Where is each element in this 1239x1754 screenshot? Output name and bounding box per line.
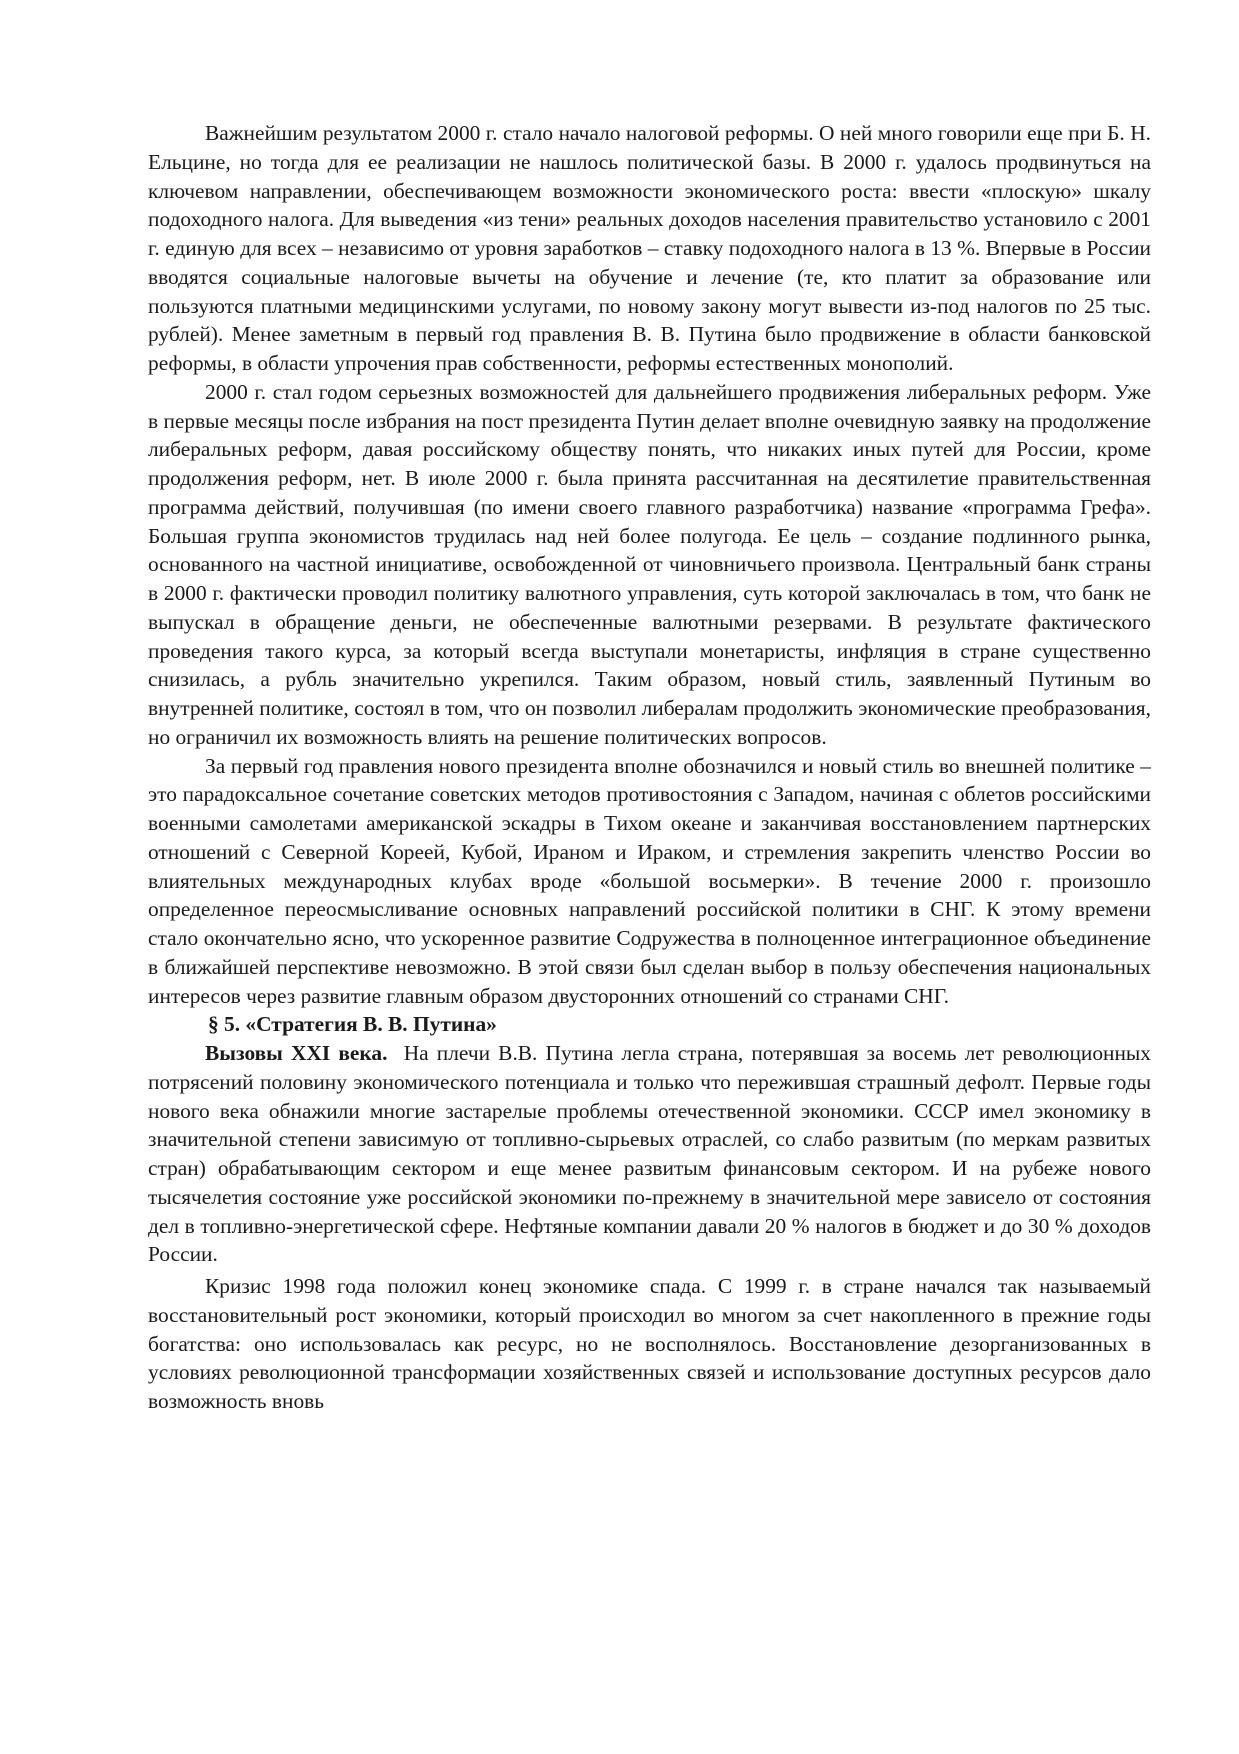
document-page [148, 119, 1151, 1416]
paragraph-challenges [148, 1039, 1151, 1269]
paragraph-challenges-text: На плечи В.В. Путина легла страна, потерявшая за восемь лет революционных потрясений половину экономического потенциала и только что пережившая страшный дефолт. Первые годы нового века обнажили многие застарелые проблемы отечественной экономики. СССР имел экономику в значительной степени зависимую от топливно-сырьевых отраслей, со слабо развитым (по меркам развитых стран) обрабатывающим сектором и еще менее развитым финансовым сектором. И на рубеже нового тысячелетия состояние уже российской экономики по-прежнему в значительной мере зависело от состояния дел в топливно-энергетической сфере. Нефтяные компании давали 20 % налогов в бюджет и до 30 % доходов России. [148, 1041, 1151, 1267]
paragraph-lead-title: Вызовы XXI века. [205, 1041, 388, 1065]
paragraph-crisis-1998: Кризис 1998 года положил конец экономике спада. С 1999 г. в стране начался так называемый восстановительный рост экономики, который происходил во многом за счет накопленного в прежние годы богатства: оно использовалась как ресурс, но не восполнялось. Восстановление дезорганизованных в условиях революционной трансформации хозяйственных связей и использование доступных ресурсов дало возможность вновь [148, 1274, 1151, 1413]
paragraph-foreign-policy: За первый год правления нового президента вполне обозначился и новый стиль во внешней политике – это парадоксальное сочетание советских методов противостояния с Западом, начиная с облетов российскими военными самолетами американской эскадры в Тихом океане и заканчивая восстановлением партнерских отношений с Северной Кореей, Кубой, Ираном и Ираком, и стремления закрепить членство России во влиятельных международных клубах вроде «большой восьмерки». В течение 2000 г. произошло определенное переосмысливание основных направлений российской политики в СНГ. К этому времени стало окончательно ясно, что ускоренное развитие Содружества в полноценное интеграционное объединение в ближайшей перспективе невозможно. В этой связи был сделан выбор в пользу обеспечения национальных интересов через развитие главным образом двусторонних отношений со странами СНГ. [148, 753, 1151, 1008]
paragraph-liberal-reforms: 2000 г. стал годом серьезных возможностей для дальнейшего продвижения либеральных реформ. Уже в первые месяцы после избрания на пост президента Путин делает вполне очевидную заявку на продолжение либеральных реформ, давая российскому обществу понять, что никаких иных путей для России, кроме продолжения реформ, нет. В июле 2000 г. была принята рассчитанная на десятилетие правительственная программа действий, получившая (по имени своего главного разработчика) название «программа Грефа». Большая группа экономистов трудилась над ней более полугода. Ее цель – создание подлинного рынка, основанного на частной инициативе, освобожденной от чиновничьего произвола. Центральный банк страны в 2000 г. фактически проводил политику валютного управления, суть которой заключалась в том, что банк не выпускал в обращение деньги, не обеспеченные валютными резервами. В результате фактического проведения такого курса, за который всегда выступали монетаристы, инфляция в стране существенно снизилась, а рубль значительно укрепился. Таким образом, новый стиль, заявленный Путиным во внутренней политике, состоял в том, что он позволил либералам продолжить экономические преобразования, но ограничил их возможность влиять на решение политических вопросов. [148, 379, 1151, 749]
section-heading: § 5. «Стратегия В. В. Путина» [208, 1012, 497, 1037]
paragraph-tax-reform: Важнейшим результатом 2000 г. стало начало налоговой реформы. О ней много говорили еще при Б. Н. Ельцине, но тогда для ее реализации не нашлось политической базы. В 2000 г. удалось продвинуться на ключевом направлении, обеспечивающем возможности экономического роста: ввести «плоскую» шкалу подоходного налога. Для выведения «из тени» реальных доходов населения правительство установило с 2001 г. единую для всех – независимо от уровня заработков – ставку подоходного налога в 13 %. Впервые в России вводятся социальные налоговые вычеты на обучение и лечение (те, кто платит за образование или пользуются платными медицинскими услугами, по новому закону могут вывести из-под налогов по 25 тыс. рублей). Менее заметным в первый год правления В. В. Путина было продвижение в области банковской реформы, в области упрочения прав собственности, реформы естественных монополий. [148, 121, 1151, 375]
